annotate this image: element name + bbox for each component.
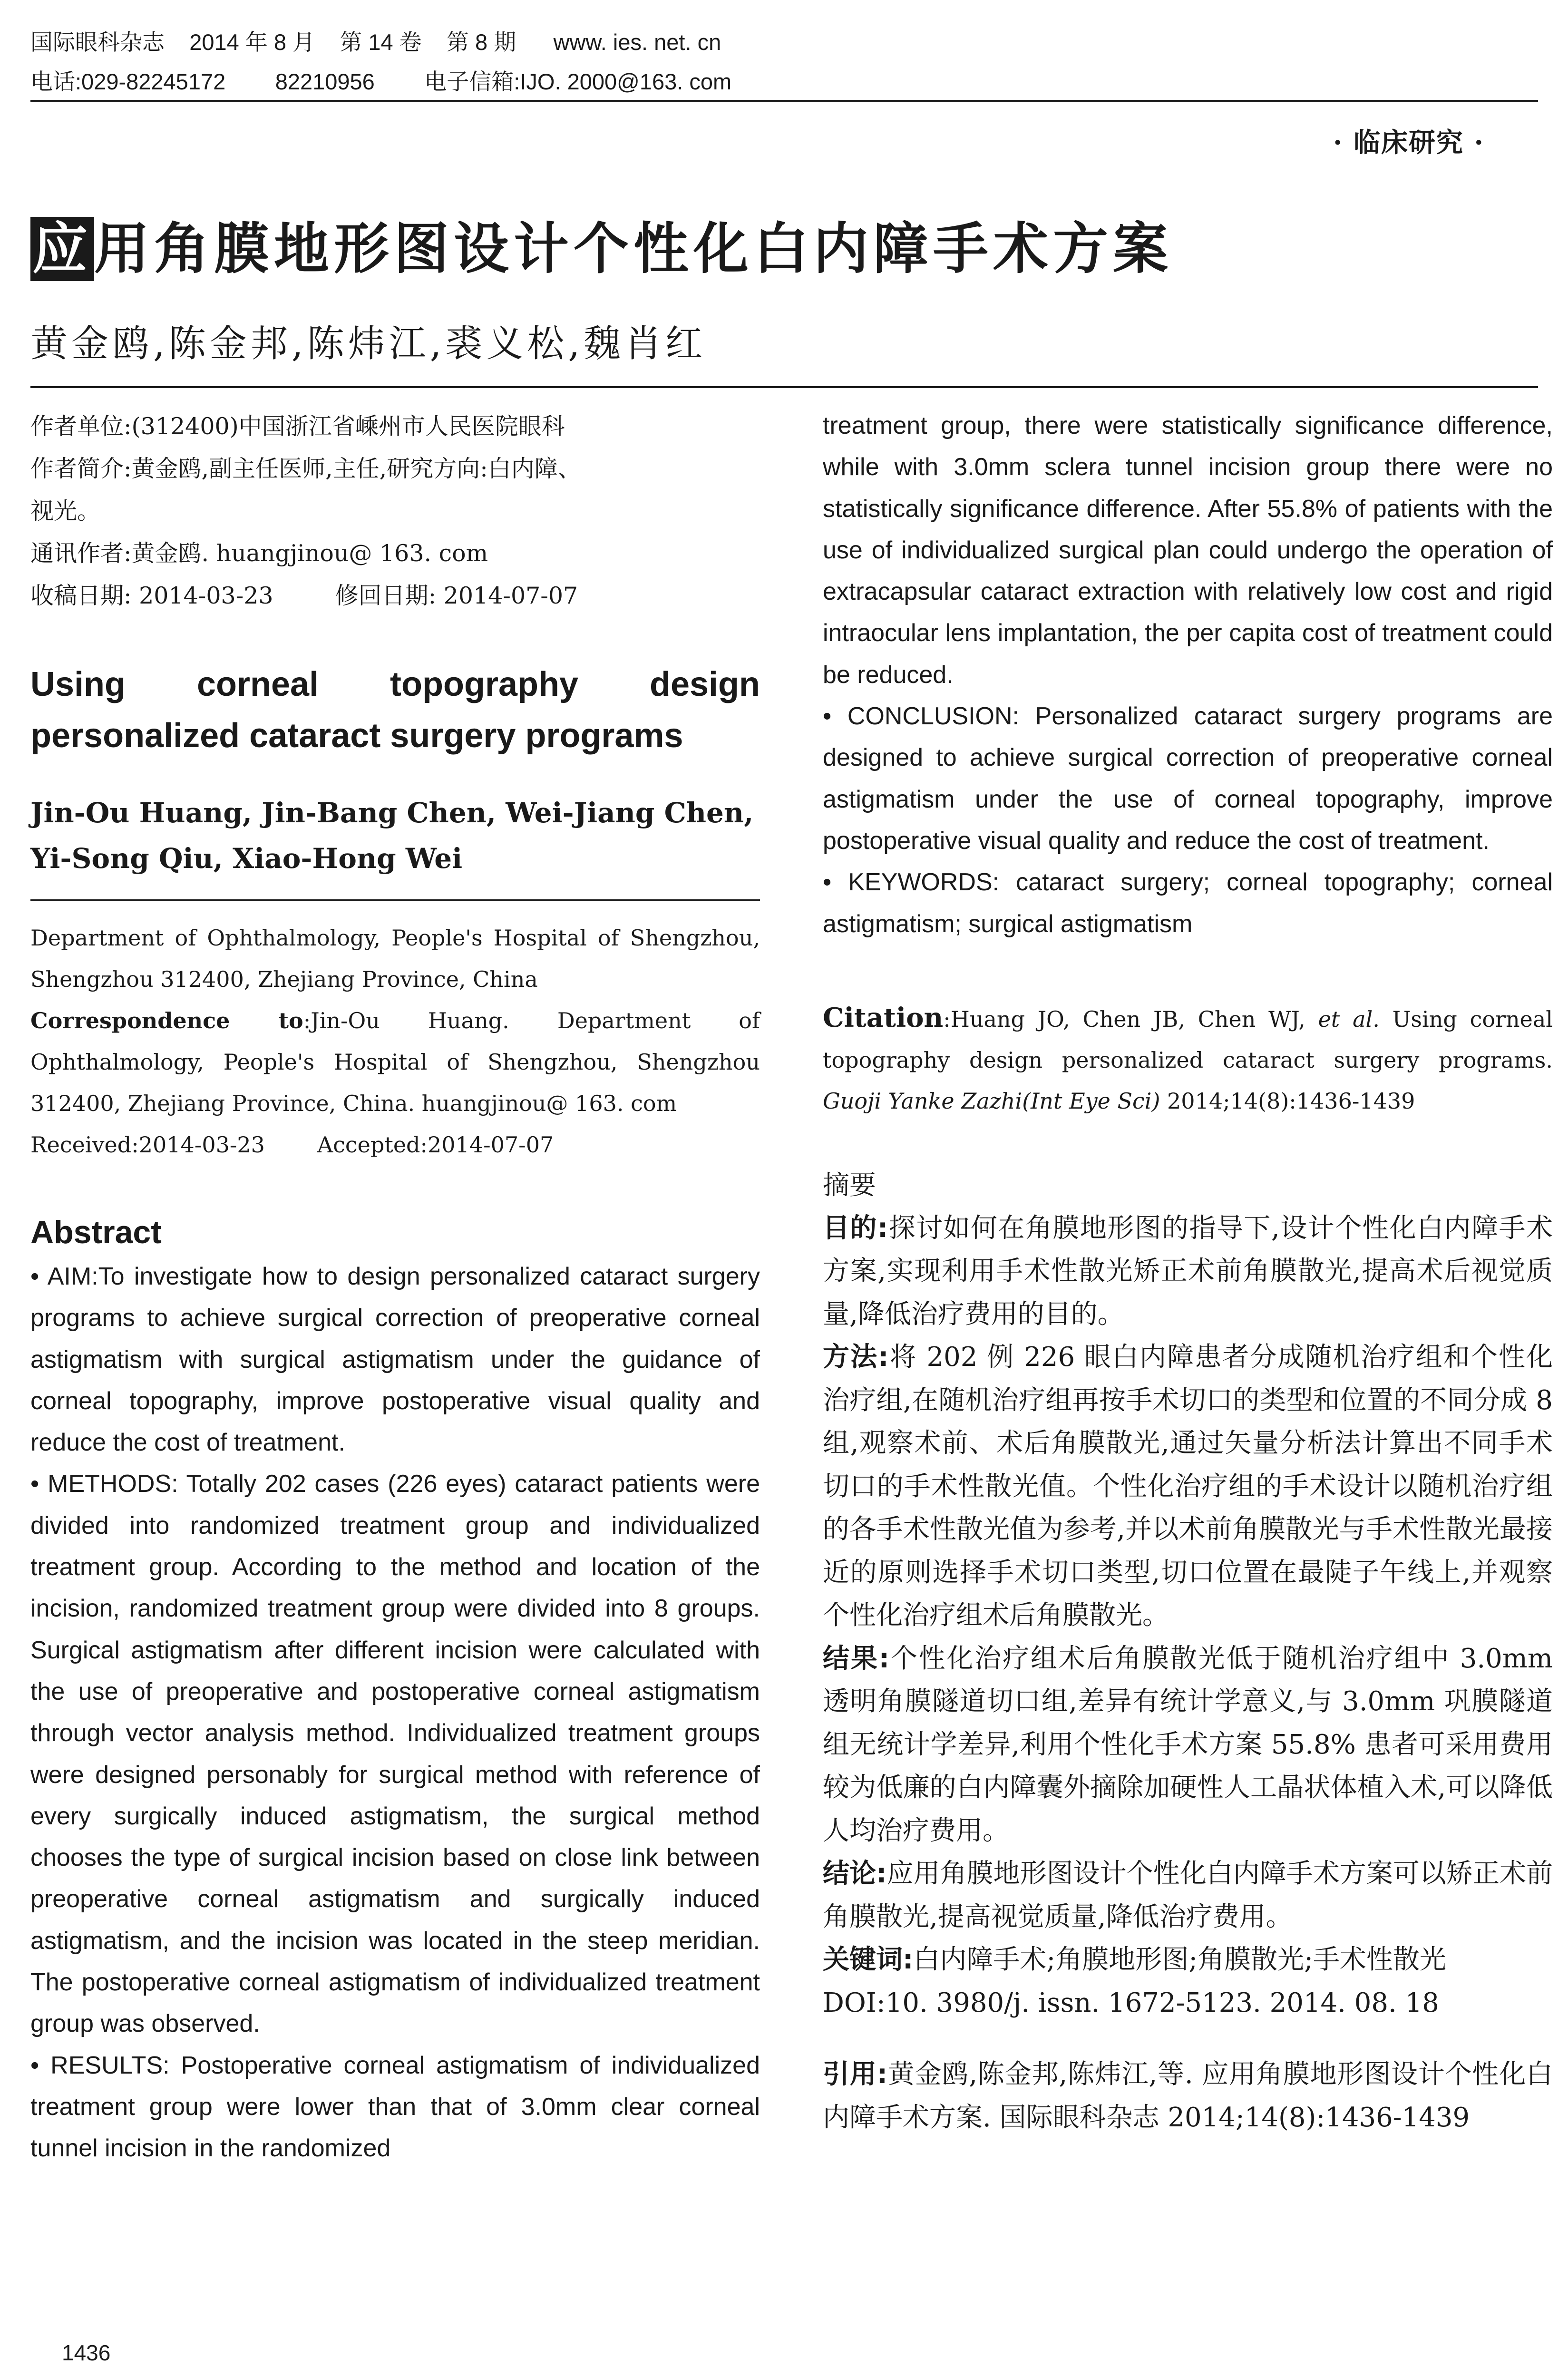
abstract-methods-en: • METHODS: Totally 202 cases (226 eyes) cataract patients were divided into randomized treatment group and individualized treatment group. According to the method and location of the incision, randomized treatment group were divided into 8 groups. Surgical astigmatism after different incision were calculated with the use of preoperative and postoperative corneal astigmatism through vector analysis method. Individualized treatment groups were designed personably for surgical method with reference of every surgically induced astigmatism, the surgical method chooses the type of surgical incision based on close link between preoperative corneal astigmatism and surgically induced astigmatism, and the incision was located in the steep meridian. The postoperative corneal astigmatism of individualized treatment group was observed.	[30, 1470, 760, 2038]
conclusion-label-cn: 结论:	[823, 1858, 887, 1890]
title-rest: 用角膜地形图设计个性化白内障手术方案	[94, 217, 1173, 281]
abstract-results-en-cont: treatment group, there were statistically significance difference, while with 3.0mm sclera tunnel incision group there were no statistically significance difference. After 55.8% of patients with the use of individualized surgical plan could undergo the operation of extracapsular cataract extraction with relatively low cost and rigid intraocular lens implantation, the per capita cost of treatment could be reduced.	[823, 412, 1553, 689]
abstract-conclusion-cn	[823, 1852, 1553, 1939]
title-first-char: 应	[30, 217, 94, 281]
abstract-heading-cn: 摘要	[823, 1169, 876, 1201]
correspondence-text: :Jin-Ou Huang. Department of Ophthalmology, People's Hospital of Shengzhou, Shengzhou 312400, Zhejiang Province, China. huangjinou@ 163. com	[30, 1008, 760, 1116]
correspondence-en	[30, 1000, 760, 1124]
citation-text-cn: 黄金鸥,陈金邦,陈炜江,等. 应用角膜地形图设计个性化白内障手术方案. 国际眼科杂志 2014;14(8):1436-1439	[823, 2059, 1553, 2133]
left-column	[30, 405, 760, 2170]
affiliation-en: Department of Ophthalmology, People's Hospital of Shengzhou, Shengzhou 312400, Zhejiang Province, China	[30, 925, 760, 992]
keywords-label-cn: 关键词:	[823, 1944, 914, 1976]
abstract-results-en: • RESULTS: Postoperative corneal astigmatism of individualized treatment group were lower than that of 3.0mm clear corneal tunnel incision in the randomized	[30, 2051, 760, 2163]
dates-cn	[30, 575, 760, 617]
citation-text-3: 2014;14(8):1436-1439	[1160, 1088, 1415, 1114]
abstract-keywords-cn	[823, 1939, 1553, 1982]
abstract-conclusion-en: • CONCLUSION: Personalized cataract surgery programs are designed to achieve surgical correction of preoperative corneal astigmatism under the use of corneal topography, improve postoperative visual quality and reduce the cost of treatment.	[823, 702, 1553, 855]
citation-text: :Huang JO, Chen JB, Chen WJ,	[943, 1006, 1318, 1032]
methods-text-cn: 将 202 例 226 眼白内障患者分成随机治疗组和个性化治疗组,在随机治疗组再按手术切口的类型和位置的不同分成 8 组,观察术前、术后角膜散光,通过矢量分析法计算出不同手术切口的手术性散光值。个性化治疗组的手术设计以随机治疗组的各手术性散光值为参考,并以术前角膜散光与手术性散光最接近的原则选择手术切口类型,切口位置在最陡子午线上,并观察个性化治疗组术后角膜散光。	[823, 1342, 1553, 1631]
author-bio-cn-cont: 视光。	[30, 497, 101, 525]
abstract-results-cn	[823, 1637, 1553, 1853]
abstract-keywords-en: • KEYWORDS: cataract surgery; corneal topography; corneal astigmatism; surgical astigmatism	[823, 868, 1553, 938]
conclusion-text-cn: 应用角膜地形图设计个性化白内障手术方案可以矫正术前角膜散光,提高视觉质量,降低治疗费用。	[823, 1858, 1553, 1932]
citation-label: Citation	[823, 1002, 944, 1033]
affiliation-rule	[30, 899, 760, 901]
header-rule	[30, 100, 1538, 102]
corresponding-author-cn: 通讯作者:黄金鸥. huangjinou@ 163. com	[30, 540, 488, 567]
journal-contact-line: 电话:029-82245172 82210956 电子信箱:IJO. 2000@163. com	[30, 69, 732, 94]
abstract-heading-en: Abstract	[30, 1214, 162, 1250]
revised-date-cn: 修回日期: 2014-07-07	[335, 582, 578, 609]
received-date-cn: 收稿日期: 2014-03-23	[30, 582, 273, 609]
abstract-aim-cn	[823, 1207, 1553, 1336]
dates-en	[30, 1124, 760, 1166]
title-rule	[30, 386, 1538, 388]
abstract-methods-cn	[823, 1336, 1553, 1637]
aim-text-cn: 探讨如何在角膜地形图的指导下,设计个性化白内障手术方案,实现利用手术性散光矫正术前角膜散光,提高术后视觉质量,降低治疗费用的目的。	[823, 1212, 1553, 1330]
accepted-date-en: Accepted:2014-07-07	[317, 1132, 554, 1158]
citation-cn	[823, 2053, 1553, 2139]
authors-cn: 黄金鸥,陈金邦,陈炜江,裘义松,魏肖红	[30, 322, 707, 365]
affiliation-cn: 作者单位:(312400)中国浙江省嵊州市人民医院眼科	[30, 413, 565, 440]
results-text-cn: 个性化治疗组术后角膜散光低于随机治疗组中 3.0mm 透明角膜隧道切口组,差异有统计学意义,与 3.0mm 巩膜隧道组无统计学差异,利用个性化手术方案 55.8% 患者可采用费用较为低廉的白内障囊外摘除加硬性人工晶状体植入术,可以降低人均治疗费用。	[823, 1643, 1553, 1846]
right-column	[823, 405, 1553, 2139]
abstract-aim-en: • AIM:To investigate how to design personalized cataract surgery programs to achieve surgical correction of preoperative corneal astigmatism with surgical astigmatism under the guidance of corneal topography, improve postoperative visual quality and reduce the cost of treatment.	[30, 1263, 760, 1457]
page-number: 1436	[62, 2340, 111, 2365]
citation-journal: Guoji Yanke Zazhi(Int Eye Sci)	[823, 1088, 1160, 1114]
section-tag: · 临床研究 ·	[1333, 127, 1484, 158]
citation-label-cn: 引用:	[823, 2059, 888, 2090]
journal-header-line: 国际眼科杂志 2014 年 8 月 第 14 卷 第 8 期 www. ies. net. cn	[30, 29, 721, 55]
methods-label-cn: 方法:	[823, 1342, 889, 1373]
doi: DOI:10. 3980/j. issn. 1672-5123. 2014. 08. 18	[823, 1987, 1439, 2018]
results-label-cn: 结果:	[823, 1643, 890, 1674]
page-title-cn	[30, 205, 1173, 284]
correspondence-label: Correspondence to	[30, 1008, 303, 1033]
author-bio-cn: 作者简介:黄金鸥,副主任医师,主任,研究方向:白内障、	[30, 455, 581, 482]
authors-en: Jin-Ou Huang, Jin-Bang Chen, Wei-Jiang Chen, Yi-Song Qiu, Xiao-Hong Wei	[30, 797, 754, 875]
citation-etal: et al.	[1318, 1006, 1380, 1032]
received-date-en: Received:2014-03-23	[30, 1132, 265, 1158]
keywords-text-cn: 白内障手术;角膜地形图;角膜散光;手术性散光	[913, 1944, 1447, 1976]
citation-en	[823, 997, 1553, 1121]
aim-label-cn: 目的:	[823, 1212, 888, 1244]
title-en: Using corneal topography design personalized cataract surgery programs	[30, 665, 760, 755]
citation-text-2: Using corneal topography design personalized cataract surgery programs.	[823, 1006, 1553, 1073]
